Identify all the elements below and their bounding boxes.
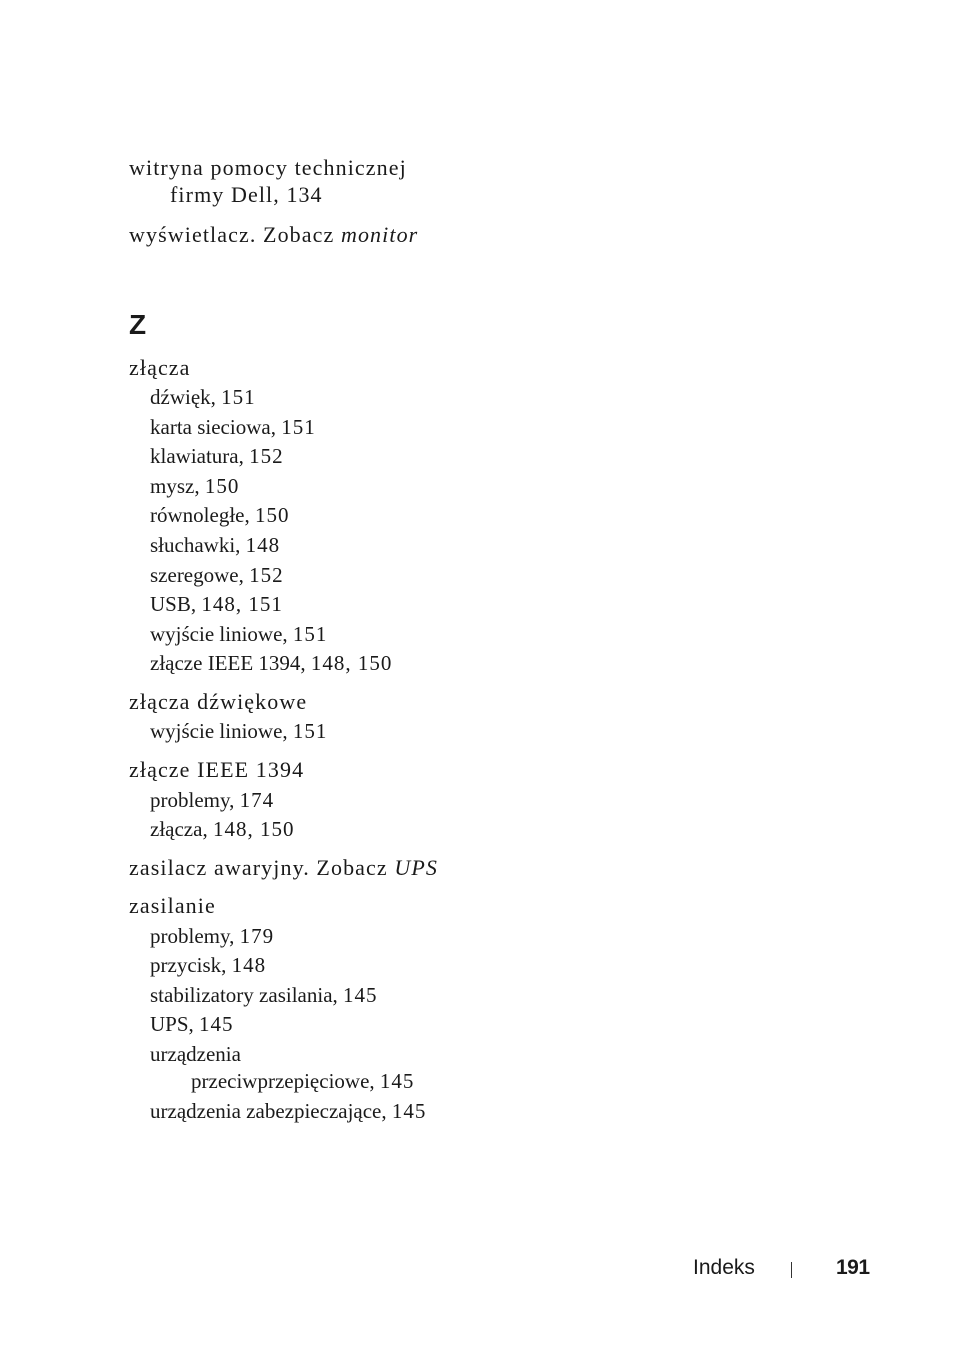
subentry-term: klawiatura, [150, 444, 250, 468]
subentry-term: stabilizatory zasilania, [150, 983, 344, 1007]
page-ref: 151 [281, 415, 316, 439]
index-subentry [150, 786, 274, 814]
subentry-term: wyjście liniowe, [150, 622, 293, 646]
entry-term: zasilacz awaryjny. Zobacz [129, 855, 395, 880]
page-ref: 152 [249, 563, 284, 587]
subentry-term: złącze IEEE 1394, [150, 651, 311, 675]
index-subentry [150, 951, 266, 979]
subentry-term: równoległe, [150, 503, 255, 527]
page-ref: 152 [249, 444, 284, 468]
index-entry-main [129, 688, 307, 716]
page-ref: 145 [391, 1099, 427, 1123]
index-subentry [150, 1040, 241, 1068]
index-entry-main [129, 354, 191, 382]
index-subentry [150, 501, 289, 529]
index-subentry [150, 1097, 426, 1125]
page-ref: 148 [231, 953, 267, 977]
page-ref: 179 [239, 924, 275, 948]
subentry-term: USB, [150, 592, 202, 616]
index-entry-main [129, 854, 438, 882]
index-subentry [150, 590, 283, 618]
subentry-term: urządzenia [150, 1042, 241, 1066]
index-subentry [150, 981, 378, 1009]
page-ref: 150 [204, 474, 240, 498]
index-entry-main [129, 221, 418, 249]
index-subentry [150, 717, 327, 745]
subentry-term: wyjście liniowe, [150, 719, 293, 743]
entry-term: złącza [129, 355, 191, 380]
index-entry-main [129, 154, 407, 182]
index-subentry [150, 413, 316, 441]
subentry-term: problemy, [150, 924, 240, 948]
index-subentry [150, 531, 280, 559]
subentry-term: mysz, [150, 474, 205, 498]
subentry-term: UPS, [150, 1012, 200, 1036]
page-ref: 151 [292, 719, 328, 743]
index-subentry [150, 815, 294, 843]
footer-separator [791, 1262, 792, 1278]
entry-term: zasilanie [129, 893, 216, 918]
subentry-term: słuchawki, [150, 533, 246, 557]
section-letter-heading: Z [129, 309, 147, 340]
subentry-term: dźwięk, [150, 385, 222, 409]
subentry-term: szeregowe, [150, 563, 250, 587]
entry-term: wyświetlacz. Zobacz [129, 222, 341, 247]
page-ref: 150 [254, 503, 290, 527]
page-ref: 145 [343, 983, 378, 1007]
page-ref: 148, 151 [201, 592, 283, 616]
index-subentry-continuation [191, 1067, 414, 1095]
subentry-term: karta sieciowa, [150, 415, 282, 439]
page-ref: 145 [379, 1069, 415, 1093]
index-subentry [150, 1010, 234, 1038]
index-subentry [150, 922, 274, 950]
page-ref: 174 [239, 788, 275, 812]
subentry-term: złącza, [150, 817, 213, 841]
page-ref: 134 [286, 182, 323, 207]
page-ref: 151 [221, 385, 256, 409]
index-subentry [150, 620, 327, 648]
subentry-term: urządzenia zabezpieczające, [150, 1099, 392, 1123]
index-subentry [150, 472, 239, 500]
page-ref: 148, 150 [310, 651, 393, 675]
entry-term: firmy Dell, [170, 182, 287, 207]
index-subentry [150, 561, 284, 589]
page-ref: 148 [245, 533, 281, 557]
entry-term: złącza dźwiękowe [129, 689, 308, 714]
see-reference: monitor [340, 222, 419, 247]
entry-term: złącze IEEE 1394 [129, 757, 305, 782]
index-subentry [150, 383, 256, 411]
page-ref: 151 [292, 622, 328, 646]
footer-page-number: 191 [836, 1256, 870, 1279]
index-entry-main [129, 892, 216, 920]
index-subentry [150, 649, 392, 677]
page-ref: 145 [199, 1012, 234, 1036]
subentry-term: przeciwprzepięciowe, [191, 1069, 380, 1093]
footer-section-label: Indeks [693, 1256, 755, 1279]
subentry-term: przycisk, [150, 953, 232, 977]
entry-term: witryna pomocy technicznej [129, 155, 407, 180]
page-ref: 148, 150 [212, 817, 295, 841]
index-subentry [150, 442, 284, 470]
index-entry-continuation [170, 181, 322, 209]
see-reference: UPS [394, 855, 439, 880]
subentry-term: problemy, [150, 788, 240, 812]
index-entry-main [129, 756, 304, 784]
